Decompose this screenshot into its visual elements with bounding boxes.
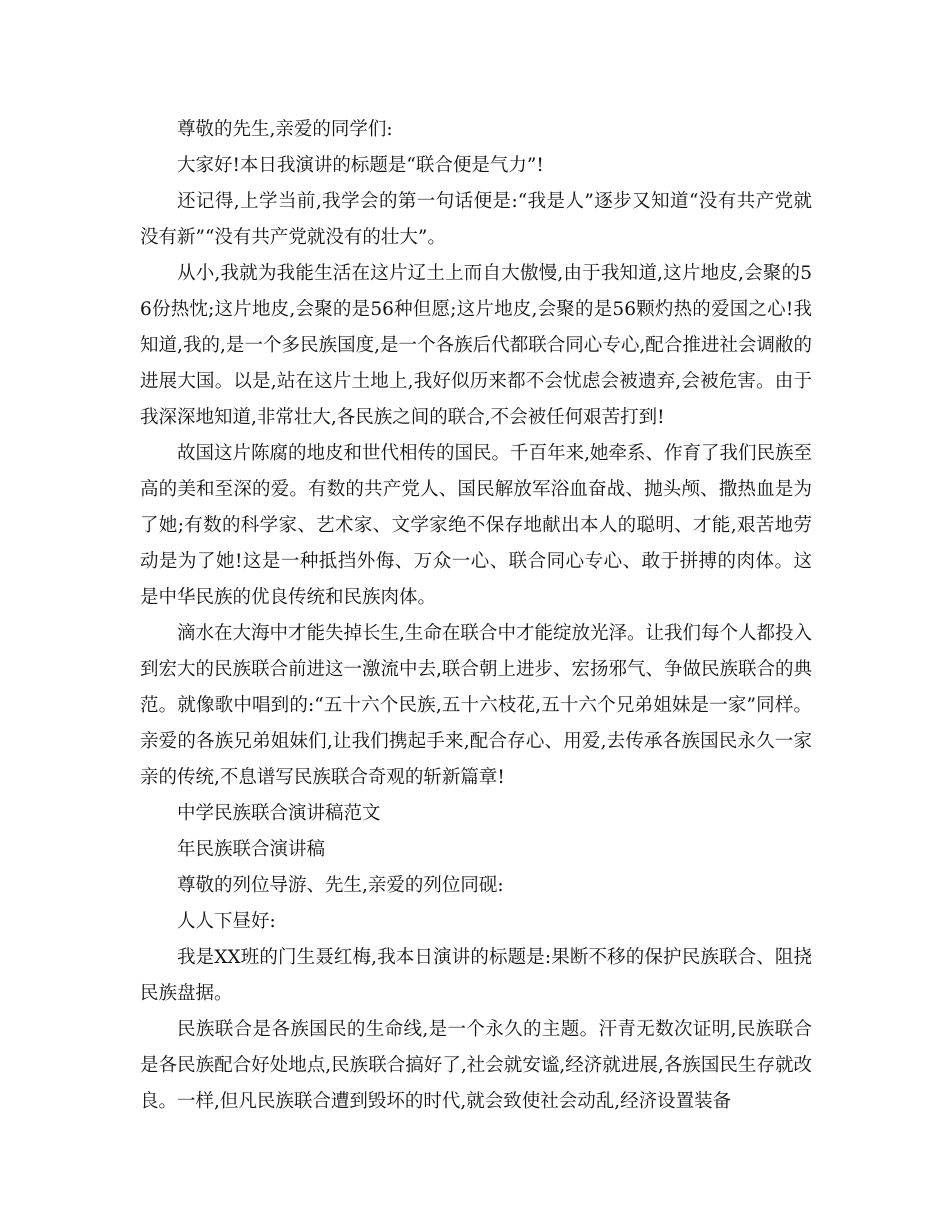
body-paragraph: 故国这片陈腐的地皮和世代相传的国民。千百年来,她牵系、作育了我们民族至高的美和至深的爱。有数的共产党人、国民解放军浴血奋战、抛头颅、撒热血是为了她;有数的科学家、艺术家、文学家绝不保存地献出本人的聪明、才能,艰苦地劳动是为了她!这是一种抵挡外侮、万众一心、联合同心专心、敢于拼搏的肉体。这是中华民族的优良传统和民族肉体。 bbox=[140, 443, 812, 608]
section-heading: 年民族联合演讲稿 bbox=[177, 839, 326, 860]
body-paragraph: 滴水在大海中才能失掉长生,生命在联合中才能绽放光泽。让我们每个人都投入到宏大的民族联合前进这一激流中去,联合朝上进步、宏扬邪气、争做民族联合的典范。就像歌中唱到的:“五十六个民族,五十六枝花,五十六个兄弟姐妹是一家”同样。亲爱的各族兄弟姐妹们,让我们携起手来,配合存心、用爱,去传承各族国民永久一家亲的传统,不息谱写民族联合奇观的斩新篇章! bbox=[140, 623, 812, 788]
section-heading: 中学民族联合演讲稿范文 bbox=[177, 803, 381, 824]
body-paragraph: 还记得,上学当前,我学会的第一句话便是:“我是人”逐步又知道“没有共产党就没有新”“没有共产党就没有的壮大”。 bbox=[140, 191, 812, 248]
greeting-paragraph: 大家好!本日我演讲的标题是“联合便是气力”! bbox=[177, 155, 544, 176]
salutation: 尊敬的先生,亲爱的同学们: bbox=[177, 119, 393, 140]
salutation: 尊敬的列位导游、先生,亲爱的列位同砚: bbox=[177, 875, 504, 896]
body-paragraph: 我是XX班的门生聂红梅,我本日演讲的标题是:果断不移的保护民族联合、阻挠民族盘据。 bbox=[140, 947, 812, 1004]
body-paragraph: 从小,我就为我能生活在这片辽土上而自大傲慢,由于我知道,这片地皮,会聚的56份热忱;这片地皮,会聚的是56种但愿;这片地皮,会聚的是56颗灼热的爱国之心!我知道,我的,是一个多民族国度,是一个各族后代都联合同心专心,配合推进社会调敝的进展大国。以是,站在这片土地上,我好似历来都不会忧虑会被遗弃,会被危害。由于我深深地知道,非常壮大,各民族之间的联合,不会被任何艰苦打到! bbox=[140, 263, 812, 428]
body-paragraph: 民族联合是各族国民的生命线,是一个永久的主题。汗青无数次证明,民族联合是各民族配合好处地点,民族联合搞好了,社会就安谧,经济就进展,各族国民生存就改良。一样,但凡民族联合遭到毁坏的时代,就会致使社会动乱,经济设置装备 bbox=[140, 1019, 812, 1112]
greeting-paragraph: 人人下昼好: bbox=[177, 911, 276, 932]
